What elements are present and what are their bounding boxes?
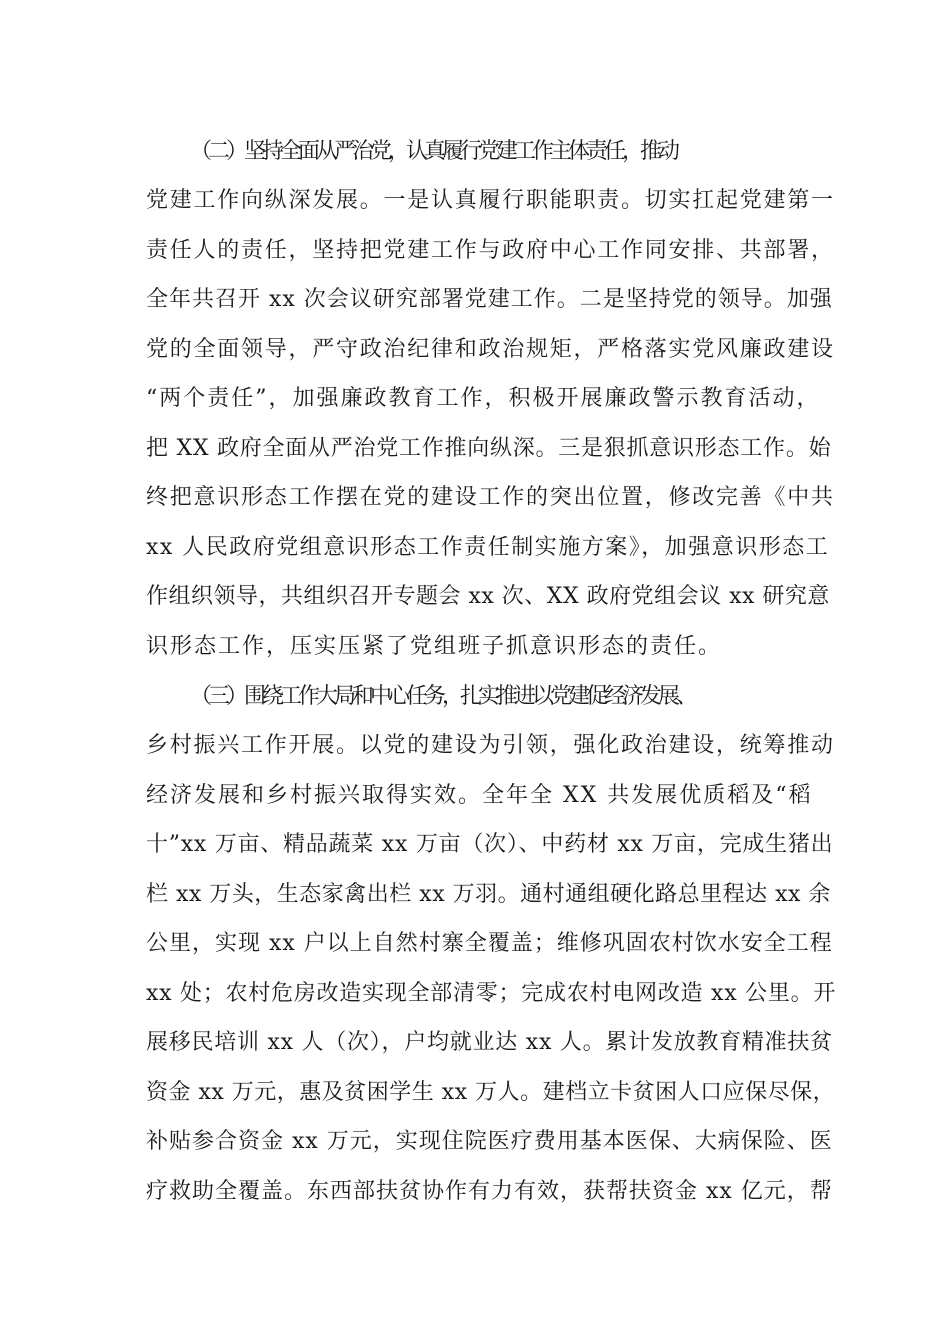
paragraph-3-line-7: xx 处；农村危房改造实现全部清零；完成农村电网改造 xx 公里。开 <box>146 981 837 1006</box>
paragraph-2-line-6: “两个责任”，加强廉政教育工作，积极开展廉政警示教育活动， <box>146 386 821 411</box>
paragraph-2-line-3: 责任人的责任，坚持把党建工作与政府中心工作同安排、共部署， <box>146 238 835 263</box>
paragraph-3-line-4: 十”xx 万亩、精品蔬菜 xx 万亩（次）、中药材 xx 万亩，完成生猪出 <box>146 832 834 857</box>
paragraph-2-line-9: xx 人民政府党组意识形态工作责任制实施方案》，加强意识形态工 <box>146 535 830 560</box>
paragraph-3-line-1: （三）围绕工作大局和中心任务，扎实推进以党建促经济发展、 <box>190 684 695 709</box>
paragraph-3-line-8: 展移民培训 xx 人（次），户均就业达 xx 人。累计发放教育精准扶贫 <box>146 1030 833 1055</box>
paragraph-3-line-3: 经济发展和乡村振兴取得实效。全年全 XX 共发展优质稻及“稻 <box>146 783 813 808</box>
paragraph-3-line-10: 补贴参合资金 xx 万元，实现住院医疗费用基本医保、大病保险、医 <box>146 1129 833 1154</box>
paragraph-2-line-8: 终把意识形态工作摆在党的建设工作的突出位置，修改完善《中共 <box>146 485 835 510</box>
paragraph-2-line-7: 把 XX 政府全面从严治党工作推向纵深。三是狠抓意识形态工作。始 <box>146 436 832 461</box>
paragraph-3-line-11: 疗救助全覆盖。东西部扶贫协作有力有效，获帮扶资金 xx 亿元，帮 <box>146 1179 833 1204</box>
paragraph-2-line-5: 党的全面领导，严守政治纪律和政治规矩，严格落实党风廉政建设 <box>146 337 835 362</box>
paragraph-3-line-9: 资金 xx 万元，惠及贫困学生 xx 万人。建档立卡贫困人口应保尽保， <box>146 1080 836 1105</box>
paragraph-2-line-1: （二）坚持全面从严治党，认真履行党建工作主体责任，推动 <box>190 139 677 164</box>
paragraph-2-line-11: 识形态工作，压实压紧了党组班子抓意识形态的责任。 <box>146 634 723 659</box>
paragraph-3-line-2: 乡村振兴工作开展。以党的建设为引领，强化政治建设，统筹推动 <box>146 733 835 758</box>
paragraph-2-line-2: 党建工作向纵深发展。一是认真履行职能职责。切实扛起党建第一 <box>146 188 835 213</box>
paragraph-3-line-5: 栏 xx 万头，生态家禽出栏 xx 万羽。通村通组硬化路总里程达 xx 余 <box>146 882 831 907</box>
paragraph-2-line-4: 全年共召开 xx 次会议研究部署党建工作。二是坚持党的领导。加强 <box>146 287 833 312</box>
paragraph-3-line-6: 公里，实现 xx 户以上自然村寨全覆盖；维修巩固农村饮水安全工程 <box>146 931 833 956</box>
paragraph-2-line-10: 作组织领导，共组织召开专题会 xx 次、XX 政府党组会议 xx 研究意 <box>146 584 830 609</box>
